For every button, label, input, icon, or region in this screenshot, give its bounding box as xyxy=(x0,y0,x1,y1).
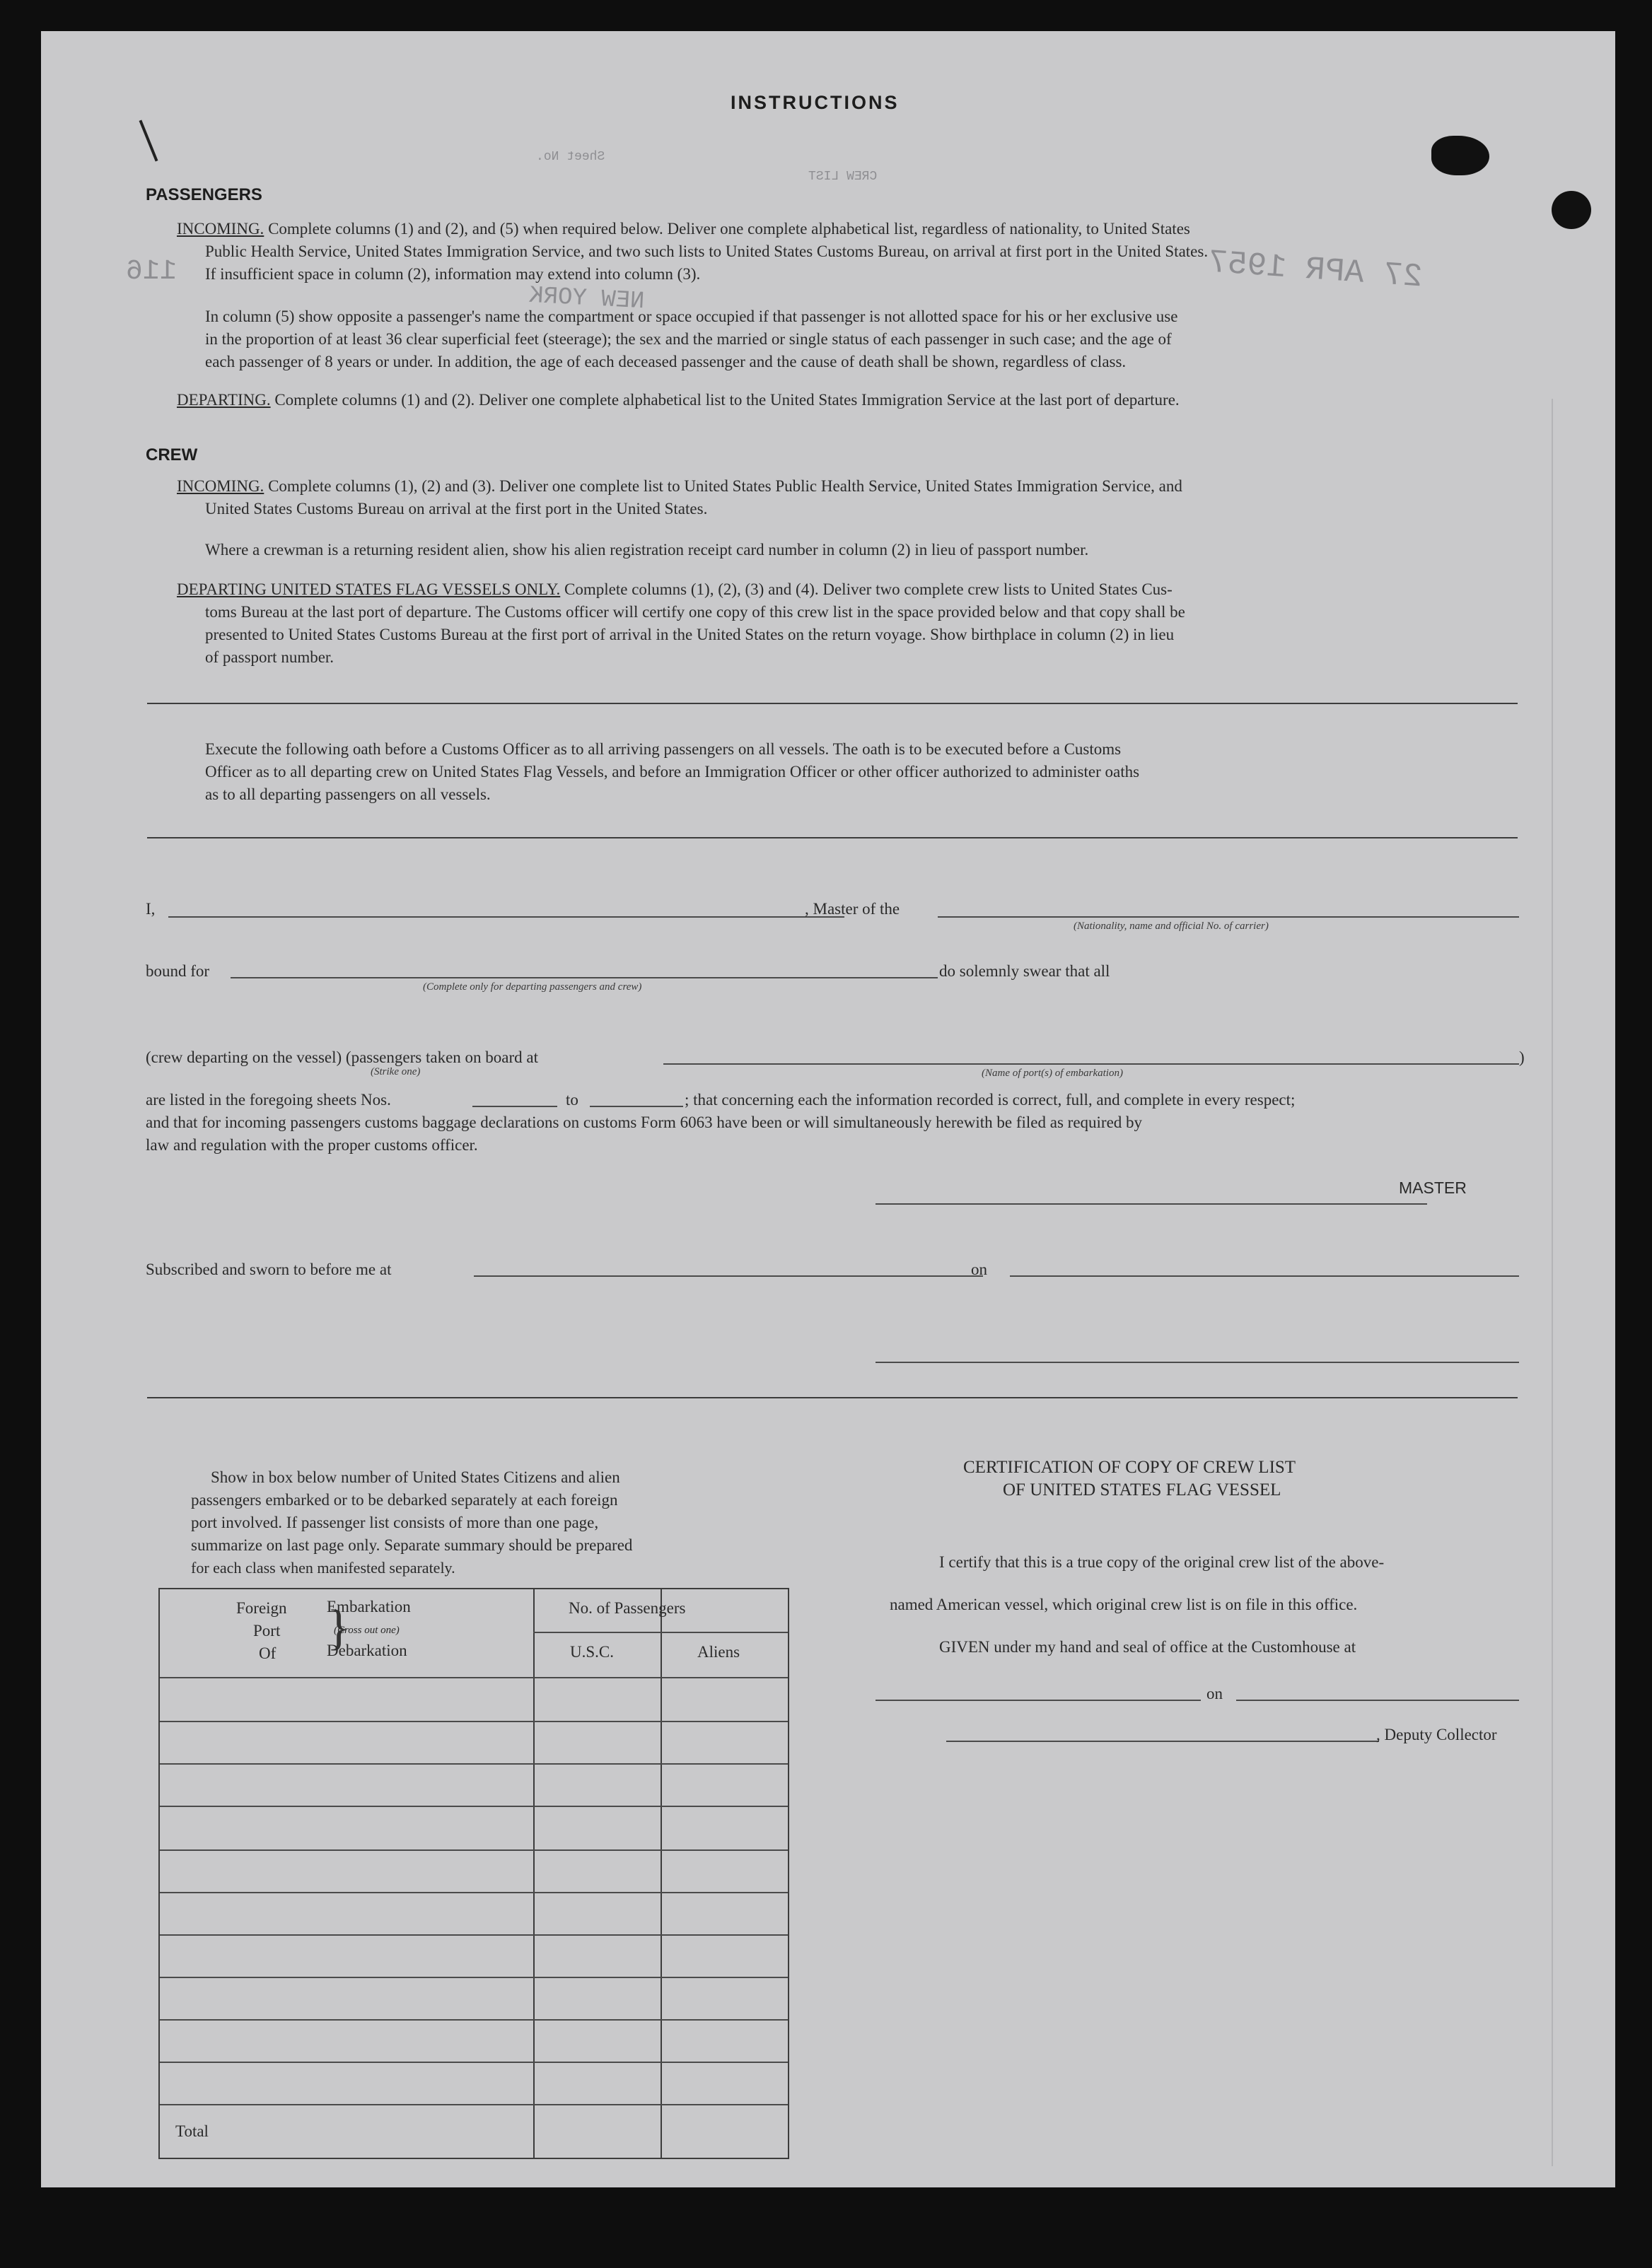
bleed-through-edge-line xyxy=(1552,399,1553,2166)
bleed-through-number: 116 xyxy=(126,256,178,288)
pen-mark xyxy=(139,120,158,162)
embarkation-port-field[interactable] xyxy=(663,1063,1519,1065)
passengers-col5-text-1: In column (5) show opposite a passenger's name the compartment or space occupied if that passenger is not allotted space for his or her exclusive use xyxy=(205,308,1178,325)
oath-i-label: I, xyxy=(146,900,156,918)
table-header-divider xyxy=(533,1632,788,1633)
separator-rule xyxy=(147,1397,1518,1398)
oath-decl-text-2: law and regulation with the proper customs officer. xyxy=(146,1136,478,1154)
table-column-divider xyxy=(533,1589,535,2158)
close-paren: ) xyxy=(1519,1048,1525,1066)
summary-text-5: for each class when manifested separately. xyxy=(191,1559,455,1577)
table-row-divider xyxy=(160,2062,788,2063)
certification-on-label: on xyxy=(1206,1685,1223,1702)
passengers-col5-text-3: each passenger of 8 years or under. In addition, the age of each deceased passenger and the cause of death shall be shown, regardless of class. xyxy=(205,353,1127,370)
ink-blot xyxy=(1552,191,1591,229)
passengers-incoming-line-1 xyxy=(177,218,1190,240)
passengers-heading: PASSENGERS xyxy=(146,185,262,204)
passengers-departing-text: Complete columns (1) and (2). Deliver one complete alphabetical list to the United States Immigration Service at the last port of departure. xyxy=(274,391,1180,409)
crew-incoming-text-2: United States Customs Bureau on arrival at the first port in the United States. xyxy=(205,500,708,518)
separator-rule xyxy=(147,703,1518,704)
oath-sheets-to: to xyxy=(566,1091,578,1109)
crew-departing-line-1 xyxy=(177,578,1173,601)
crew-departing-text-1: Complete columns (1), (2), (3) and (4). Deliver two complete crew lists to United States Cus- xyxy=(564,580,1173,598)
oath-intro-3: as to all departing passengers on all vessels. xyxy=(205,785,491,803)
oath-decl-text-1: and that for incoming passengers customs baggage declarations on customs Form 6063 have been or will simultaneously herewith be filed as required by xyxy=(146,1113,1143,1131)
summary-text-3: port involved. If passenger list consists of more than one page, xyxy=(191,1514,599,1531)
table-row-divider xyxy=(160,1806,788,1807)
oath-crew-departing: (crew departing on the vessel) (passengers taken on board at xyxy=(146,1048,538,1066)
brace-glyph: } xyxy=(327,1601,351,1655)
table-row-divider xyxy=(160,1763,788,1765)
crew-incoming-text-1: Complete columns (1), (2) and (3). Deliver one complete list to United States Public Health Service, United States Immigration Service, and xyxy=(268,477,1182,495)
subscribed-date-field[interactable] xyxy=(1010,1275,1519,1277)
passengers-incoming-text-1: Complete columns (1) and (2), and (5) when required below. Deliver one complete alphabetical list, regardless of nationality, to United States xyxy=(268,220,1190,238)
summary-text-4: summarize on last page only. Separate summary should be prepared xyxy=(191,1536,633,1554)
master-signature-field[interactable] xyxy=(876,1203,1427,1205)
passengers-departing-label: DEPARTING. xyxy=(177,391,271,409)
no-of-passengers-header: No. of Passengers xyxy=(569,1599,686,1617)
bound-for-field[interactable] xyxy=(231,977,938,978)
table-row-divider xyxy=(160,1849,788,1851)
table-row-divider xyxy=(160,2019,788,2021)
strike-one-caption: (Strike one) xyxy=(371,1066,421,1077)
cross-out-caption: (Cross out one) xyxy=(334,1625,400,1636)
subscribed-text: Subscribed and sworn to before me at xyxy=(146,1261,392,1278)
crew-incoming-label: INCOMING. xyxy=(177,477,264,495)
certification-place-field[interactable] xyxy=(876,1700,1201,1701)
crew-departing-text-3: presented to United States Customs Bureau at the first port of arrival in the United States on the return voyage. Show birthplace in column (2) in lieu xyxy=(205,626,1175,643)
total-label: Total xyxy=(175,2122,209,2140)
crew-departing-text-2: toms Bureau at the last port of departure. The Customs officer will certify one copy of this crew list in the space provided below and that copy shall be xyxy=(205,603,1185,621)
embarkation-label: Embarkation xyxy=(327,1598,411,1615)
bleed-through-crew-list: CREW LIST xyxy=(808,170,878,184)
debarkation-label: Debarkation xyxy=(327,1642,407,1659)
subscribed-place-field[interactable] xyxy=(474,1275,983,1277)
usc-header: U.S.C. xyxy=(570,1643,614,1661)
crew-incoming-line-1 xyxy=(177,475,1182,498)
certification-text-1: I certify that this is a true copy of the original crew list of the above- xyxy=(939,1553,1385,1571)
certification-date-field[interactable] xyxy=(1236,1700,1519,1701)
oath-intro-2: Officer as to all departing crew on United States Flag Vessels, and before an Immigration Officer or other officer authorized to administer oaths xyxy=(205,763,1140,781)
oath-swear-text: do solemnly swear that all xyxy=(939,962,1110,980)
officer-signature-field[interactable] xyxy=(876,1362,1519,1363)
oath-intro-1: Execute the following oath before a Customs Officer as to all arriving passengers on all vessels. The oath is to be executed before a Customs xyxy=(205,740,1122,758)
table-row-divider xyxy=(160,2104,788,2105)
passengers-departing-line xyxy=(177,389,1180,411)
passenger-summary-table xyxy=(158,1588,789,2159)
aliens-header: Aliens xyxy=(697,1643,740,1661)
crew-departing-label: DEPARTING UNITED STATES FLAG VESSELS ONLY. xyxy=(177,580,561,598)
passengers-incoming-text-3: If insufficient space in column (2), information may extend into column (3). xyxy=(205,265,701,283)
instructions-title: INSTRUCTIONS xyxy=(731,92,900,113)
oath-bound-for: bound for xyxy=(146,962,210,980)
sheet-to-field[interactable] xyxy=(590,1106,683,1107)
foreign-label: Foreign xyxy=(236,1599,287,1617)
bleed-through-sheet-no: Sheet No. xyxy=(536,150,605,164)
master-label: MASTER xyxy=(1399,1179,1467,1197)
oath-sheets-text-b: ; that concerning each the information recorded is correct, full, and complete in every respect; xyxy=(685,1091,1296,1109)
certification-title-1: CERTIFICATION OF COPY OF CREW LIST xyxy=(963,1458,1296,1477)
deputy-collector-label: , Deputy Collector xyxy=(1376,1726,1497,1743)
summary-text-1: Show in box below number of United States Citizens and alien xyxy=(211,1468,620,1486)
oath-master-of-the: , Master of the xyxy=(805,900,900,918)
table-row-divider xyxy=(160,1934,788,1936)
passengers-incoming-text-2: Public Health Service, United States Immigration Service, and two such lists to United States Customs Bureau, on arrival at first port in the United States. xyxy=(205,242,1209,260)
certification-title-2: OF UNITED STATES FLAG VESSEL xyxy=(1003,1480,1281,1500)
bleed-through-stamp-port: NEW YORK xyxy=(528,282,646,316)
carrier-caption: (Nationality, name and official No. of carrier) xyxy=(1074,920,1269,932)
subscribed-on-label: on xyxy=(971,1261,987,1278)
deputy-signature-field[interactable] xyxy=(946,1741,1379,1742)
carrier-field[interactable] xyxy=(938,916,1519,918)
separator-rule xyxy=(147,837,1518,838)
certification-text-2: named American vessel, which original crew list is on file in this office. xyxy=(890,1596,1358,1613)
table-column-divider xyxy=(661,1589,662,2158)
port-caption: (Name of port(s) of embarkation) xyxy=(982,1068,1123,1079)
passengers-col5-text-2: in the proportion of at least 36 clear superficial feet (steerage); the sex and the married or single status of each passenger in such case; and the age of xyxy=(205,330,1172,348)
table-row-divider xyxy=(160,1977,788,1978)
document-page xyxy=(41,31,1615,2187)
table-row-divider xyxy=(160,1721,788,1722)
crew-resident-text: Where a crewman is a returning resident alien, show his alien registration receipt card number in column (2) in lieu of passport number. xyxy=(205,541,1089,559)
crew-heading: CREW xyxy=(146,445,198,464)
passengers-incoming-label: INCOMING. xyxy=(177,220,264,238)
of-label: Of xyxy=(259,1644,277,1662)
bound-caption: (Complete only for departing passengers and crew) xyxy=(423,981,642,993)
bleed-through-stamp-date: 27 APR 1957 xyxy=(1206,244,1424,296)
master-name-field[interactable] xyxy=(168,916,844,918)
crew-departing-text-4: of passport number. xyxy=(205,648,335,666)
certification-given-text: GIVEN under my hand and seal of office at the Customhouse at xyxy=(939,1638,1356,1656)
summary-text-2: passengers embarked or to be debarked separately at each foreign xyxy=(191,1491,618,1509)
ink-blot xyxy=(1431,136,1489,175)
oath-sheets-text-a: are listed in the foregoing sheets Nos. xyxy=(146,1091,391,1109)
table-row-divider xyxy=(160,1677,788,1678)
sheet-from-field[interactable] xyxy=(472,1106,557,1107)
port-label: Port xyxy=(253,1622,281,1639)
table-row-divider xyxy=(160,1892,788,1893)
